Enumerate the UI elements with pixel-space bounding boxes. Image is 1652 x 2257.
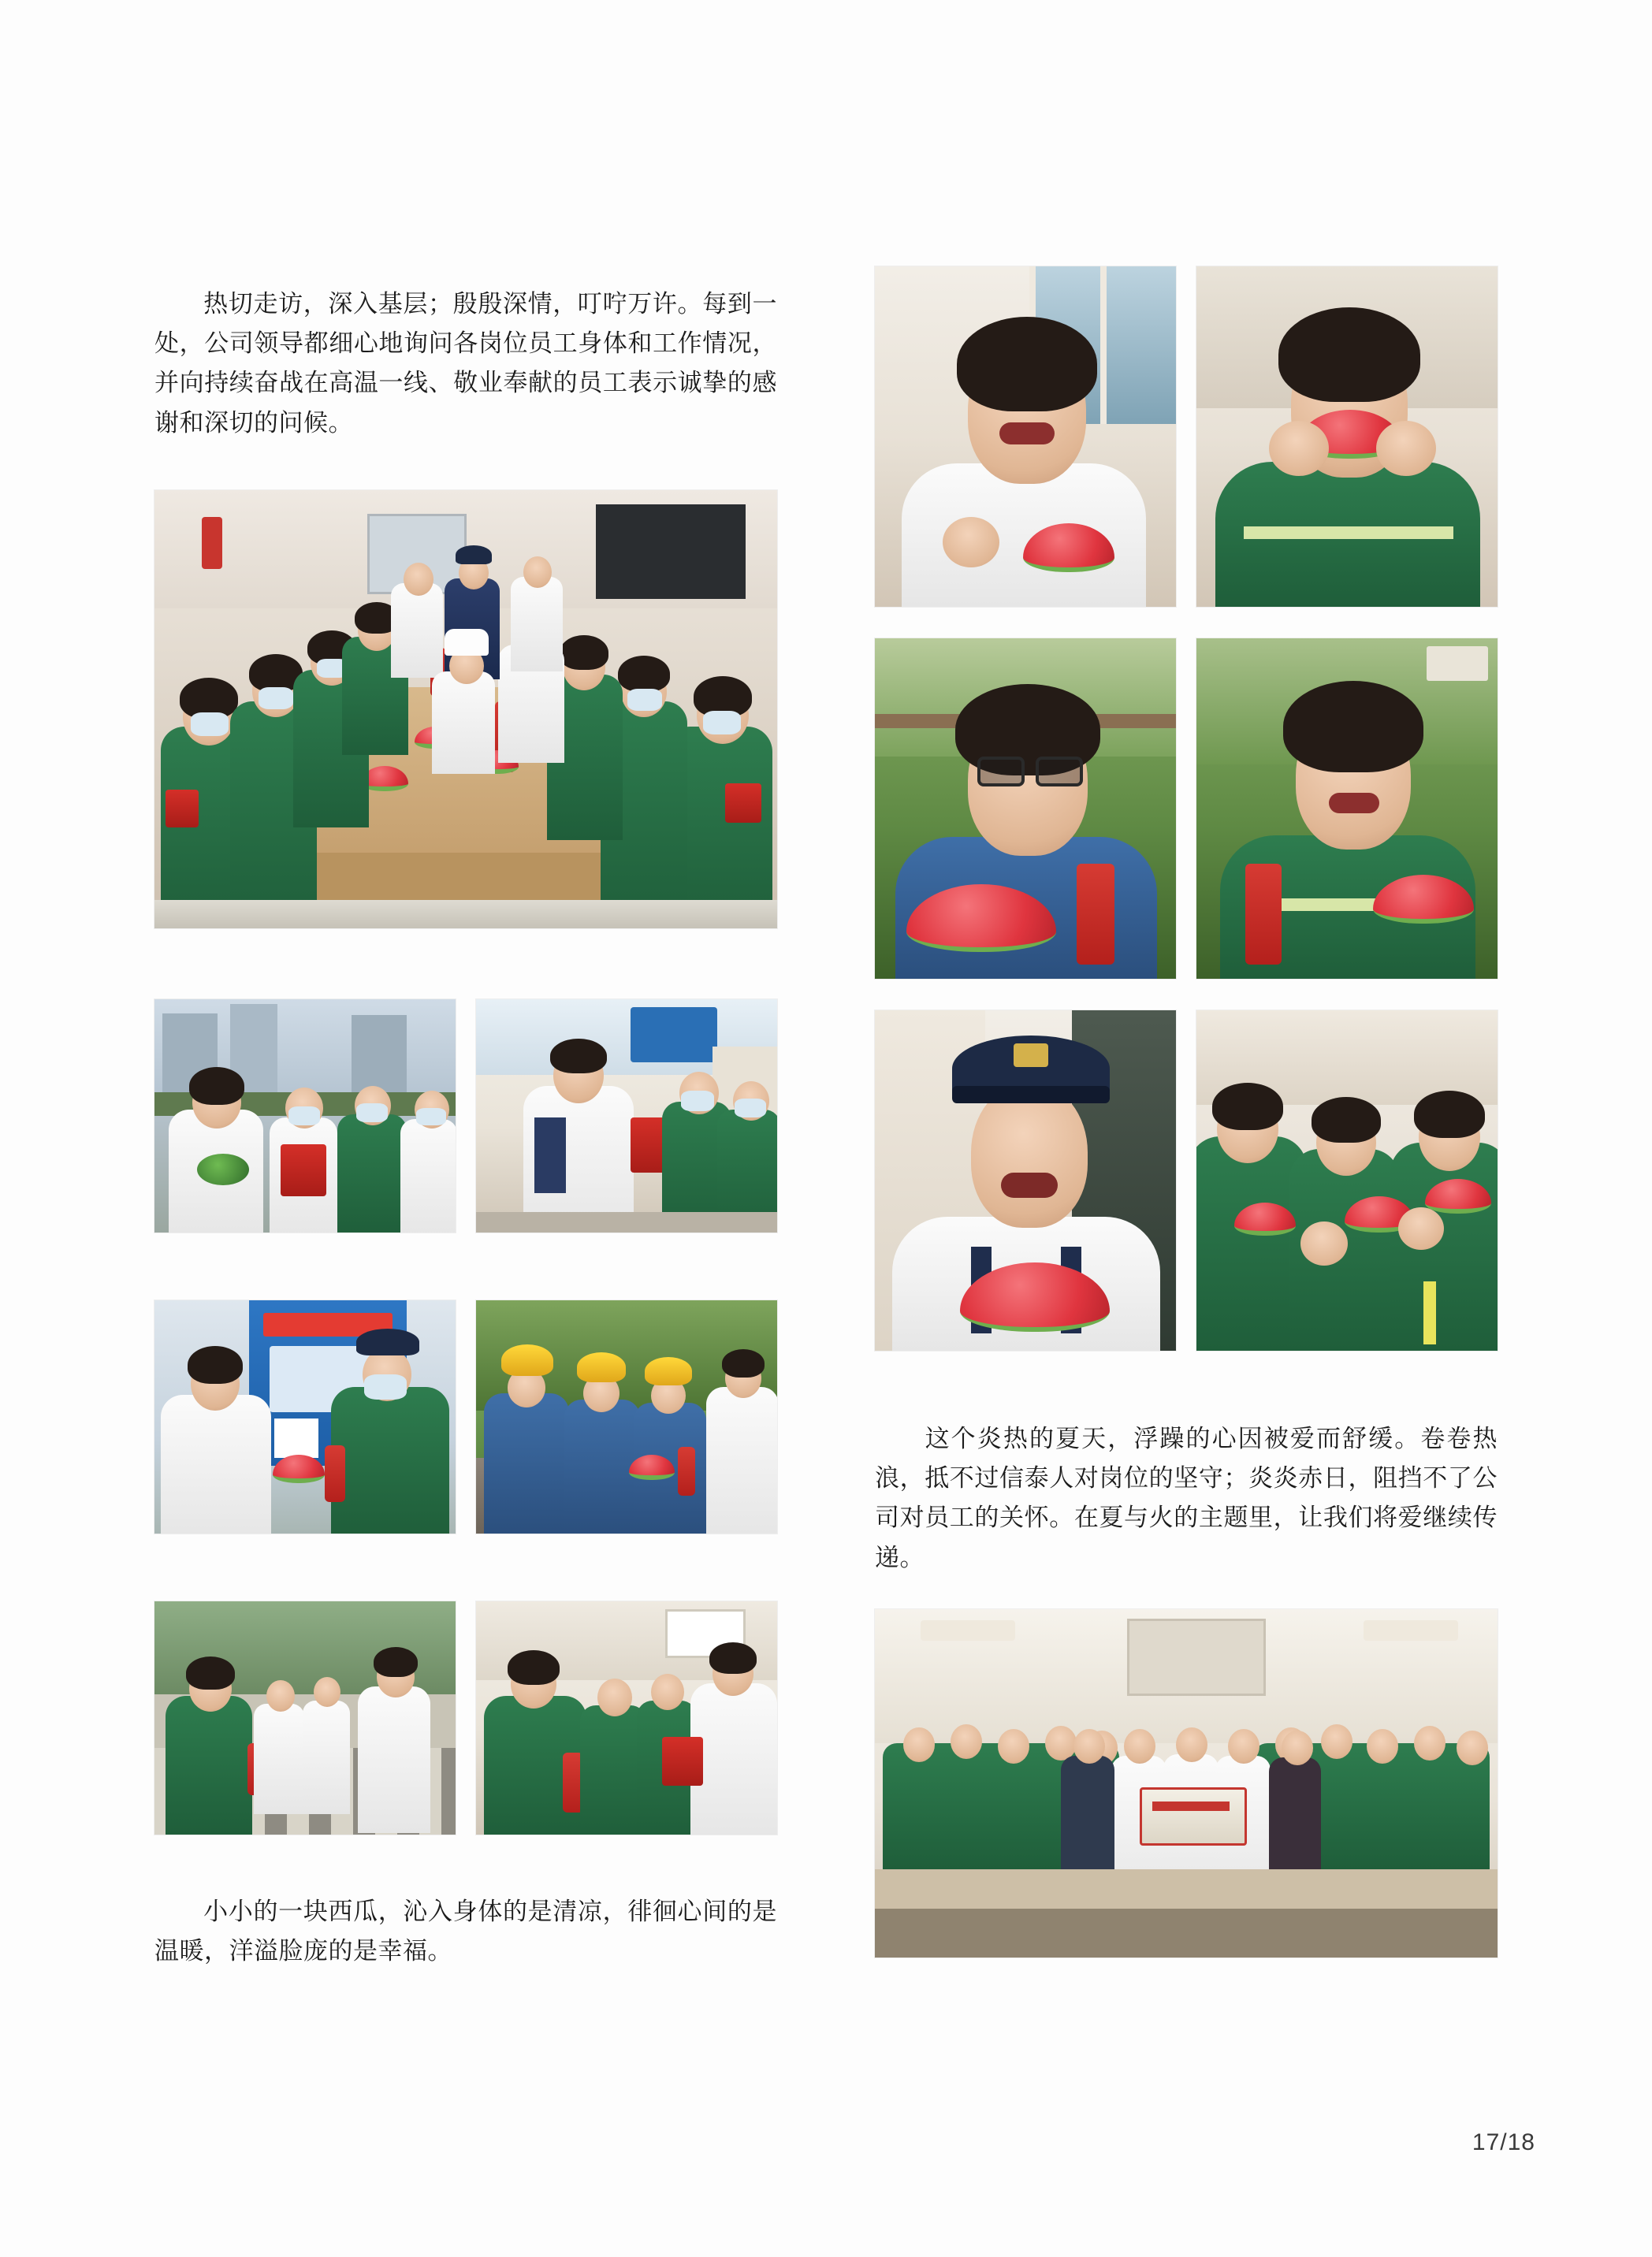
paragraph-middle (154, 1892, 777, 1971)
photo-hall-ceremony (875, 1609, 1498, 1958)
photo-cap-man (875, 1010, 1176, 1351)
photo-group-cheer (1196, 1010, 1498, 1351)
paragraph-intro (154, 284, 777, 443)
photo-green-uniform-lady (1196, 638, 1498, 979)
photo-meeting-room (154, 490, 777, 928)
paragraph-right (875, 1419, 1498, 1578)
photo-indoor-handout (476, 1601, 777, 1835)
photo-glasses-worker (875, 638, 1176, 979)
photo-white-uniform-smile (875, 266, 1176, 607)
paragraph-intro-text: 热切走访，深入基层；殷殷深情，叮咛万许。每到一处，公司领导都细心地询问各岗位员工身体和工作情况，并向持续奋战在高温一线、敬业奉献的员工表示诚挚的感谢和深切的问候。 (154, 290, 777, 437)
photo-entrance-handout (476, 999, 777, 1233)
page-number: 17/18 (1472, 2129, 1535, 2155)
paragraph-right-text: 这个炎热的夏天，浮躁的心因被爱而舒缓。卷卷热浪，抵不过信泰人对岗位的坚守；炎炎赤日，阻挡不了公司对员工的关怀。在夏与火的主题里，让我们将爱继续传递。 (875, 1425, 1498, 1571)
paragraph-middle-text: 小小的一块西瓜，沁入身体的是清凉，徘徊心间的是温暖，洋溢脸庞的是幸福。 (154, 1898, 777, 1965)
photo-helmet-workers (476, 1300, 777, 1534)
photo-green-uniform-bite (1196, 266, 1498, 607)
photo-guard-post (154, 1300, 456, 1534)
photo-garden-group (154, 1601, 456, 1835)
photo-yard-handout (154, 999, 456, 1233)
